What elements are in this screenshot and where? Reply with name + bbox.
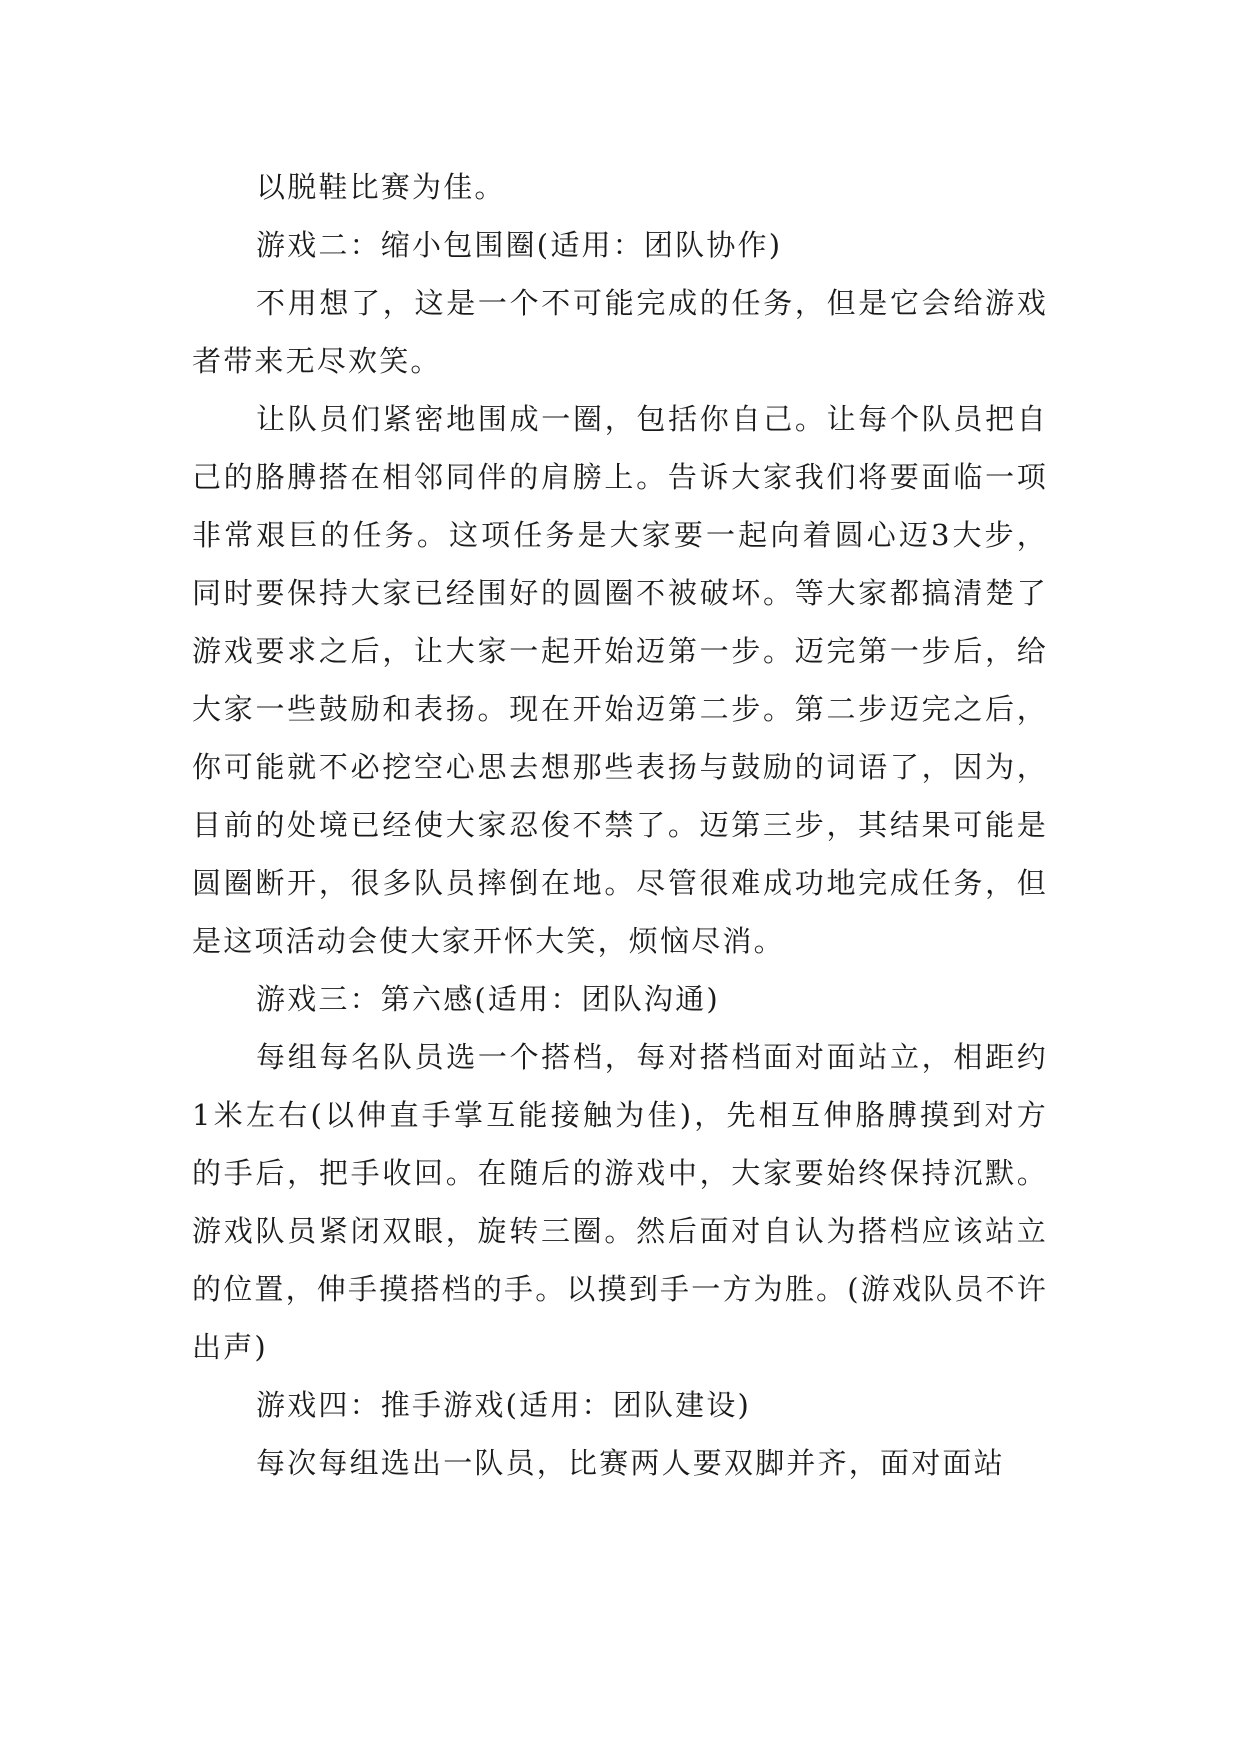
paragraph-game-three-rules: 每组每名队员选一个搭档，每对搭档面对面站立，相距约1米左右(以伸直手掌互能接触为佳)，先相互伸胳膊摸到对方的手后，把手收回。在随后的游戏中，大家要始终保持沉默。游戏队员紧闭双眼，旋转三圈。然后面对自认为搭档应该站立的位置，伸手摸搭档的手。以摸到手一方为胜。(游戏队员不许出声): [192, 1040, 1048, 1364]
paragraph-game-two-rules: 让队员们紧密地围成一圈，包括你自己。让每个队员把自己的胳膊搭在相邻同伴的肩膀上。告诉大家我们将要面临一项非常艰巨的任务。这项任务是大家要一起向着圆心迈3大步，同时要保持大家已经围好的圆圈不被破坏。等大家都搞清楚了游戏要求之后，让大家一起开始迈第一步。迈完第一步后，给大家一些鼓励和表扬。现在开始迈第二步。第二步迈完之后，你可能就不必挖空心思去想那些表扬与鼓励的词语了，因为，目前的处境已经使大家忍俊不禁了。迈第三步，其结果可能是圆圈断开，很多队员摔倒在地。尽管很难成功地完成任务，但是这项活动会使大家开怀大笑，烦恼尽消。: [192, 402, 1048, 958]
paragraph-game-four-rules: 每次每组选出一队员，比赛两人要双脚并齐，面对面站: [256, 1446, 1005, 1480]
document-body: [192, 158, 1048, 1492]
paragraph-game-two-intro: 不用想了，这是一个不可能完成的任务，但是它会给游戏者带来无尽欢笑。: [192, 286, 1048, 378]
heading-game-two: 游戏二：缩小包围圈(适用：团队协作): [256, 228, 783, 262]
paragraph-intro-end: 以脱鞋比赛为佳。: [256, 170, 506, 204]
heading-game-three: 游戏三：第六感(适用：团队沟通): [256, 982, 720, 1016]
heading-game-four: 游戏四：推手游戏(适用：团队建设): [256, 1388, 752, 1422]
